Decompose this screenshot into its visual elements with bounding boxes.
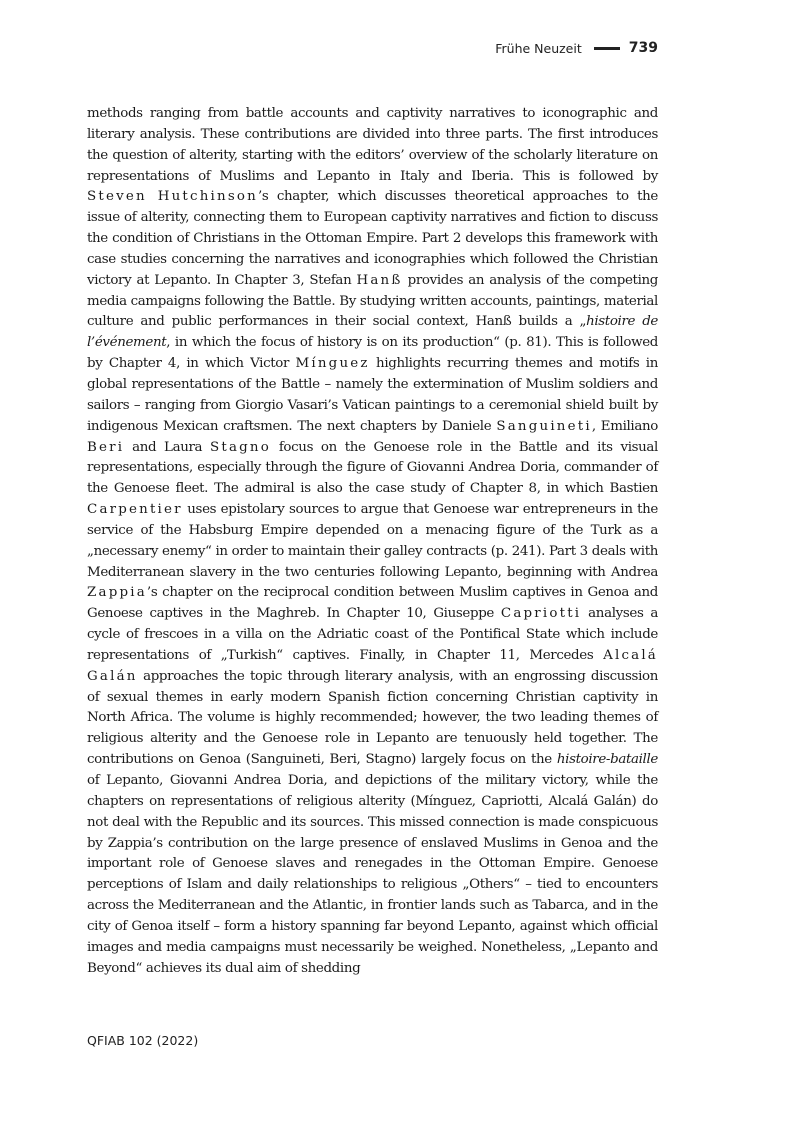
review-paragraph	[87, 104, 658, 979]
italic-term: histoire-bataille	[556, 752, 658, 768]
header-rule	[594, 47, 620, 50]
author-name: Carpentier	[87, 502, 183, 518]
section-title: Frühe Neuzeit	[495, 40, 582, 56]
author-name: Hanß	[356, 272, 403, 288]
author-name: Mínguez	[295, 356, 370, 372]
italic-term: histoire de l’événement	[87, 314, 658, 351]
text-run: , Emiliano	[591, 418, 658, 434]
author-name: Zappia	[87, 585, 147, 601]
author-name: Alcalá Galán	[87, 647, 658, 684]
text-run: focus on the Genoese role in the Battle and its visual representations, especially through the figure of Giovanni Andrea Doria, commander of the Genoese fleet. The admiral is also the case study of Chapter 8, in which Bastien	[87, 439, 658, 497]
running-header	[495, 40, 658, 56]
author-name: Sanguineti	[496, 418, 592, 434]
text-run: highlights recurring themes and motifs in global representations of the Battle – namely the extermination of Muslim soldiers and sailors – ranging from Giorgio Vasari’s Vatican paintings to a ceremonial shield built by indigenous Mexican craftsmen. The next chapters by Daniele	[87, 356, 659, 434]
text-run: uses epistolary sources to argue that Genoese war entrepreneurs in the service of the Habsburg Empire depended on a menacing figure of the Turk as a „necessary enemy“ in order to maintain their galley contracts (p. 241). Part 3 deals with Mediterranean slavery in the two centuries following Lepanto, beginning with Andrea	[87, 502, 658, 580]
text-run: analyses a cycle of frescoes in a villa on the Adriatic coast of the Pontifical State which include representations of „Turkish“ captives. Finally, in Chapter 11, Mercedes	[87, 606, 658, 663]
author-name: Beri	[87, 439, 125, 455]
text-run: , in which the focus of history is on its production“ (p. 81). This is followed by Chapter 4, in which Victor	[87, 335, 658, 372]
author-name: Capriotti	[500, 606, 582, 622]
text-run: provides an analysis of the competing media campaigns following the Battle. By studying written accounts, paintings, material culture and public performances in their social context, Hanß builds a „	[87, 272, 658, 330]
author-name: Stagno	[210, 439, 271, 455]
text-run: approaches the topic through literary analysis, with an engrossing discussion of sexual themes in early modern Spanish fiction concerning Christian captivity in North Africa. The volume is highly recommended; however, the two leading themes of religious alterity and the Genoese role in Lepanto are tenuously held together. The contributions on Genoa (Sanguineti, Beri, Stagno) largely focus on the	[87, 668, 658, 768]
page-number: 739	[628, 40, 658, 56]
text-run: of Lepanto, Giovanni Andrea Doria, and depictions of the military victory, while the chapters on representations of religious alterity (Mínguez, Capriotti, Alcalá Galán) do not deal with the Republic and its sources. This missed connection is made conspicuous by Zappia’s contribution on the large presence of enslaved Muslims in Genoa and the important role of Genoese slaves and renegades in the Ottoman Empire. Genoese perceptions of Islam and daily relationships to religious „Others“ – tied to encounters across the Mediterranean and the Atlantic, in frontier lands such as Tabarca, and in the city of Genoa itself – form a history spanning far beyond Lepanto, against which official images and media campaigns must necessarily be weighed. Nonetheless, „Lepanto and Beyond“ achieves its dual aim of shedding	[87, 773, 658, 976]
author-name: Steven Hutchinson	[87, 189, 258, 205]
text-run: ’s chapter on the reciprocal condition between Muslim captives in Genoa and Genoese captives in the Maghreb. In Chapter 10, Giuseppe	[87, 585, 658, 622]
text-run: and Laura	[124, 439, 210, 455]
text-run: methods ranging from battle accounts and captivity narratives to iconographic and literary analysis. These contributions are divided into three parts. The first introduces the question of alterity, starting with the editors’ overview of the scholarly literature on representations of Muslims and Lepanto in Italy and Iberia. This is followed by	[87, 106, 658, 184]
text-run: ’s chapter, which discusses theoretical approaches to the issue of alterity, connecting them to European captivity narratives and fiction to discuss the condition of Christians in the Ottoman Empire. Part 2 develops this framework with case studies concerning the narratives and iconographies which followed the Christian victory at Lepanto. In Chapter 3, Stefan	[87, 189, 658, 288]
journal-footer: QFIAB 102 (2022)	[87, 1033, 199, 1048]
